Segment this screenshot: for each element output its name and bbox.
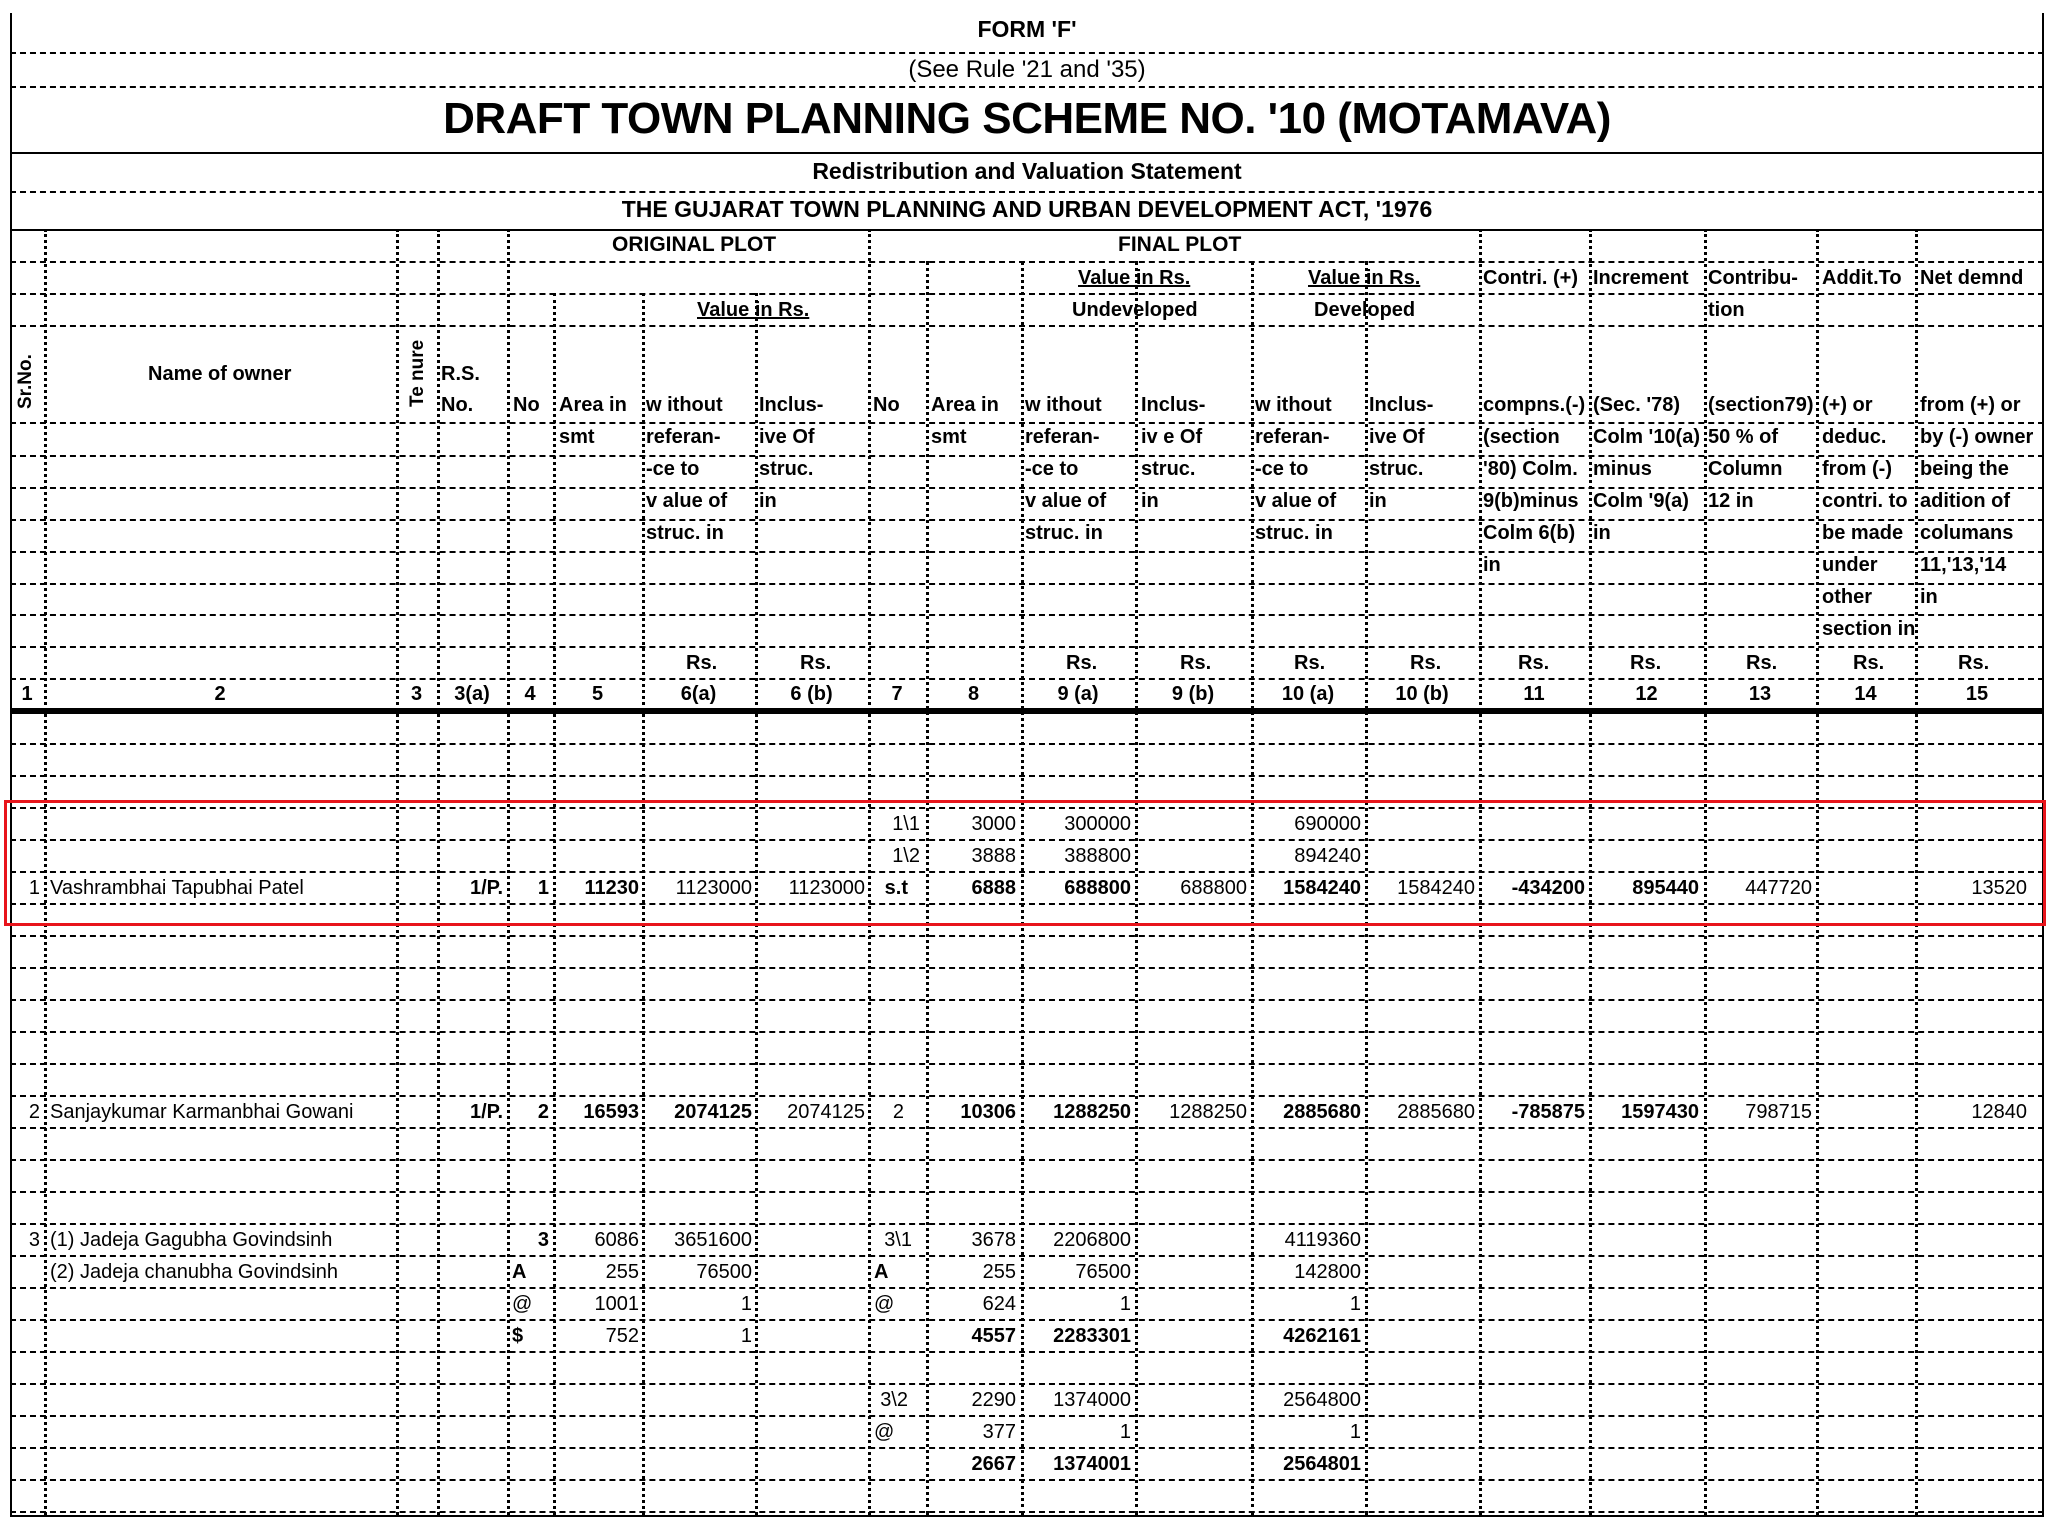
- r1-sub1-10a: 690000: [1294, 813, 1361, 835]
- d-without-5: struc. in: [1255, 522, 1333, 544]
- op-without-1: w ithout: [646, 394, 723, 416]
- r1-rs: 1/P.: [470, 877, 503, 899]
- colnum-1: 1: [21, 683, 33, 705]
- r3-m0-10a: 2564800: [1283, 1389, 1361, 1411]
- r3-l1-fp-area: 255: [982, 1261, 1016, 1283]
- colnum-11: 11: [1523, 683, 1545, 705]
- contri-7: in: [1483, 554, 1501, 576]
- contribution-3: (section79): [1708, 394, 1814, 416]
- op-smt-header: smt: [559, 426, 595, 448]
- op-incl-3: struc.: [759, 458, 814, 480]
- r3-m2-fp-area: 2667: [971, 1453, 1016, 1475]
- increment-6: in: [1593, 522, 1611, 544]
- r1-9a: 688800: [1064, 877, 1131, 899]
- addit-6: be made: [1822, 522, 1904, 544]
- d-without-3: -ce to: [1255, 458, 1309, 480]
- increment-5: Colm '9(a): [1593, 490, 1689, 512]
- original-plot-header: ORIGINAL PLOT: [612, 233, 777, 256]
- r2-op-area: 16593: [583, 1101, 639, 1123]
- value-undeveloped-header: Value in Rs.: [1078, 267, 1191, 289]
- r1-owner: Vashrambhai Tapubhai Patel: [50, 877, 304, 899]
- rs-9b: Rs.: [1180, 652, 1212, 674]
- r3-l0-op-area: 6086: [594, 1229, 639, 1251]
- u-incl-3: struc.: [1141, 458, 1196, 480]
- contribution-5: Column: [1708, 458, 1783, 480]
- op-incl-2: ive Of: [759, 426, 815, 448]
- colnum-6b: 6 (b): [790, 683, 833, 705]
- r3-l1-op-area: 255: [605, 1261, 639, 1283]
- r1-sub1-9a: 300000: [1064, 813, 1131, 835]
- statement-subtitle: Redistribution and Valuation Statement: [812, 158, 1242, 184]
- r3-l0-op-w: 3651600: [674, 1229, 752, 1251]
- r2-sr: 2: [28, 1101, 40, 1123]
- increment-4: minus: [1593, 458, 1652, 480]
- owner-header: Name of owner: [148, 363, 292, 385]
- r1-sub1-fp: 1\1: [892, 813, 920, 835]
- r3-l3-10a: 4262161: [1283, 1325, 1361, 1347]
- rs-header-1: R.S.: [441, 363, 480, 385]
- r1-10b: 1584240: [1397, 877, 1475, 899]
- srno-header: Sr.No.: [15, 354, 36, 409]
- undeveloped-label: Undeveloped: [1072, 299, 1198, 321]
- contribution-6: 12 in: [1708, 490, 1754, 512]
- r3-l0-10a: 4119360: [1284, 1229, 1361, 1251]
- r3-m1-10a: 1: [1349, 1421, 1361, 1443]
- addit-7: under: [1822, 554, 1878, 576]
- tenure-header: Te nure: [407, 339, 428, 407]
- colnum-3: 3: [410, 683, 423, 705]
- r2-fp-no: 2: [892, 1101, 904, 1123]
- r1-op-without: 1123000: [675, 877, 752, 899]
- op-without-5: struc. in: [646, 522, 724, 544]
- contribution-4: 50 % of: [1708, 426, 1779, 448]
- fp-area-header: Area in: [931, 394, 999, 416]
- net-5: adition of: [1920, 490, 2010, 512]
- net-7: 11,'13,'14: [1920, 554, 2007, 576]
- net-3: by (-) owner: [1920, 426, 2034, 448]
- contri-5: 9(b)minus: [1483, 490, 1579, 512]
- u-without-1: w ithout: [1025, 394, 1102, 416]
- contri-4: '80) Colm.: [1483, 458, 1578, 480]
- r2-fp-area: 10306: [960, 1101, 1016, 1123]
- addit-1: Addit.To: [1822, 267, 1902, 289]
- r3-l3-op-area: 752: [605, 1325, 639, 1347]
- r3-m1-fp-area: 377: [982, 1421, 1016, 1443]
- u-incl-2: iv e Of: [1141, 426, 1203, 448]
- net-4: being the: [1920, 458, 2009, 480]
- colnum-10a: 10 (a): [1281, 683, 1335, 705]
- addit-9: section in: [1822, 618, 1916, 640]
- increment-2: (Sec. '78): [1593, 394, 1681, 416]
- increment-1: Increment: [1593, 267, 1689, 289]
- colnum-12: 12: [1635, 683, 1658, 705]
- r1-fp-no: s.t: [884, 877, 908, 899]
- r3-l0-9a: 2206800: [1053, 1229, 1131, 1251]
- addit-3: deduc.: [1822, 426, 1887, 448]
- colnum-10b: 10 (b): [1395, 683, 1449, 705]
- r3-l1-op-no: A: [512, 1261, 527, 1283]
- rule-reference: (See Rule '21 and '35): [908, 56, 1146, 83]
- colnum-6a: 6(a): [680, 683, 717, 705]
- r3-m1-9a: 1: [1119, 1421, 1131, 1443]
- act-title: THE GUJARAT TOWN PLANNING AND URBAN DEVELOPMENT ACT, '1976: [621, 196, 1433, 222]
- r3-l1-op-w: 76500: [696, 1261, 752, 1283]
- form-label: FORM 'F': [977, 16, 1077, 42]
- colnum-2: 2: [214, 683, 226, 705]
- r1-fp-area: 6888: [971, 877, 1016, 899]
- developed-label: Developed: [1314, 299, 1416, 321]
- scheme-title: DRAFT TOWN PLANNING SCHEME NO. '10 (MOTAMAVA): [443, 94, 1611, 143]
- colnum-7: 7: [891, 683, 903, 705]
- colnum-4: 4: [524, 683, 536, 705]
- contri-2: compns.(-): [1483, 394, 1586, 416]
- r3-l0-op-no: 3: [537, 1229, 549, 1251]
- colnum-9b: 9 (b): [1171, 683, 1215, 705]
- r3-owner-2: (2) Jadeja chanubha Govindsinh: [50, 1261, 338, 1283]
- r2-13: 798715: [1745, 1101, 1812, 1123]
- net-2: from (+) or: [1920, 394, 2021, 416]
- rs-header-2: No.: [441, 394, 474, 416]
- d-incl-2: ive Of: [1369, 426, 1425, 448]
- r3-l3-op-w: 1: [740, 1325, 752, 1347]
- rs-6a: Rs.: [686, 652, 718, 674]
- r3-l1-fp-no: A: [874, 1261, 889, 1283]
- r3-l2-10a: 1: [1349, 1293, 1361, 1315]
- r3-m1-fp-no: @: [874, 1421, 895, 1443]
- rs-15: Rs.: [1958, 652, 1990, 674]
- fp-no-header: No: [873, 394, 900, 416]
- increment-3: Colm '10(a): [1593, 426, 1701, 448]
- r3-l2-fp-area: 624: [982, 1293, 1016, 1315]
- r3-m2-9a: 1374001: [1053, 1453, 1131, 1475]
- final-plot-header: FINAL PLOT: [1118, 233, 1242, 256]
- r2-9a: 1288250: [1053, 1101, 1131, 1123]
- r3-l3-op-no: $: [512, 1325, 524, 1347]
- r2-owner: Sanjaykumar Karmanbhai Gowani: [50, 1101, 354, 1123]
- r3-l1-9a: 76500: [1075, 1261, 1131, 1283]
- op-without-4: v alue of: [646, 490, 728, 512]
- u-without-4: v alue of: [1025, 490, 1107, 512]
- u-without-5: struc. in: [1025, 522, 1103, 544]
- r3-l2-op-no: @: [512, 1293, 533, 1315]
- r1-op-incl: 1123000: [788, 877, 865, 899]
- value-developed-header: Value in Rs.: [1308, 267, 1421, 289]
- colnum-13: 13: [1748, 683, 1772, 705]
- rs-12: Rs.: [1630, 652, 1662, 674]
- colnum-15: 15: [1965, 683, 1989, 705]
- r3-m0-fp-area: 2290: [971, 1389, 1016, 1411]
- r2-rs: 1/P.: [470, 1101, 503, 1123]
- r2-op-incl: 2074125: [787, 1101, 865, 1123]
- rs-9a: Rs.: [1066, 652, 1098, 674]
- r1-11: -434200: [1511, 877, 1585, 899]
- r3-owner-1: (1) Jadeja Gagubha Govindsinh: [50, 1229, 333, 1251]
- op-without-3: -ce to: [646, 458, 700, 480]
- net-1: Net demnd: [1920, 267, 2024, 289]
- rs-14: Rs.: [1853, 652, 1885, 674]
- contribution-1: Contribu-: [1708, 267, 1798, 289]
- op-without-2: referan-: [646, 426, 721, 448]
- op-no-header: No: [513, 394, 540, 416]
- r1-15: 13520: [1971, 877, 2027, 899]
- r2-op-no: 2: [537, 1101, 549, 1123]
- r3-l2-op-w: 1: [740, 1293, 752, 1315]
- net-6: columans: [1920, 522, 2014, 544]
- d-without-4: v alue of: [1255, 490, 1337, 512]
- r1-sub2-area: 3888: [971, 845, 1016, 867]
- r2-12: 1597430: [1621, 1101, 1699, 1123]
- addit-2: (+) or: [1822, 394, 1873, 416]
- contribution-2: tion: [1708, 299, 1745, 321]
- op-incl-1: Inclus-: [759, 394, 824, 416]
- d-incl-4: in: [1369, 490, 1387, 512]
- r1-sub2-10a: 894240: [1294, 845, 1361, 867]
- d-incl-1: Inclus-: [1369, 394, 1434, 416]
- r2-10b: 2885680: [1397, 1101, 1475, 1123]
- r2-9b: 1288250: [1169, 1101, 1247, 1123]
- addit-4: from (-): [1822, 458, 1892, 480]
- r3-m0-fp-no: 3\2: [880, 1389, 908, 1411]
- rs-13: Rs.: [1746, 652, 1778, 674]
- contri-3: (section: [1483, 426, 1560, 448]
- u-incl-1: Inclus-: [1141, 394, 1206, 416]
- r2-11: -785875: [1511, 1101, 1585, 1123]
- r1-9b: 688800: [1180, 877, 1247, 899]
- rs-10b: Rs.: [1410, 652, 1442, 674]
- colnum-8: 8: [967, 683, 980, 705]
- r3-l1-10a: 142800: [1294, 1261, 1361, 1283]
- original-value-header: Value in Rs.: [697, 299, 810, 321]
- r2-10a: 2885680: [1283, 1101, 1361, 1123]
- addit-5: contri. to: [1822, 490, 1908, 512]
- r3-l2-fp-no: @: [874, 1293, 895, 1315]
- r3-l0-fp-area: 3678: [971, 1229, 1016, 1251]
- op-area-header: Area in: [559, 394, 627, 416]
- r3-m2-10a: 2564801: [1283, 1453, 1361, 1475]
- r1-sub1-area: 3000: [971, 813, 1016, 835]
- r3-l2-9a: 1: [1119, 1293, 1131, 1315]
- u-without-2: referan-: [1025, 426, 1100, 448]
- r2-15: 12840: [1971, 1101, 2027, 1123]
- r1-sub2-9a: 388800: [1064, 845, 1131, 867]
- u-incl-4: in: [1141, 490, 1159, 512]
- addit-8: other: [1822, 586, 1872, 608]
- contri-6: Colm 6(b): [1483, 522, 1576, 544]
- rs-10a: Rs.: [1294, 652, 1326, 674]
- r3-sr: 3: [28, 1229, 40, 1251]
- colnum-14: 14: [1854, 683, 1877, 705]
- r3-l3-fp-area: 4557: [971, 1325, 1016, 1347]
- r3-l3-9a: 2283301: [1053, 1325, 1131, 1347]
- r1-op-no: 1: [537, 877, 549, 899]
- r3-m0-9a: 1374000: [1053, 1389, 1131, 1411]
- rs-11: Rs.: [1518, 652, 1550, 674]
- r1-13: 447720: [1745, 877, 1812, 899]
- net-8: in: [1920, 586, 1938, 608]
- contri-1: Contri. (+): [1483, 267, 1578, 289]
- d-incl-3: struc.: [1369, 458, 1424, 480]
- colnum-5: 5: [591, 683, 604, 705]
- colnum-9a: 9 (a): [1057, 683, 1099, 705]
- r1-12: 895440: [1632, 877, 1699, 899]
- r3-l2-op-area: 1001: [594, 1293, 639, 1315]
- colnum-3a: 3(a): [454, 683, 490, 705]
- r1-sub2-fp: 1\2: [892, 845, 920, 867]
- r1-10a: 1584240: [1283, 877, 1361, 899]
- d-without-2: referan-: [1255, 426, 1330, 448]
- r1-op-area: 11230: [584, 877, 639, 899]
- fp-smt-header: smt: [931, 426, 967, 448]
- r2-op-without: 2074125: [674, 1101, 752, 1123]
- u-without-3: -ce to: [1025, 458, 1079, 480]
- r3-l0-fp-no: 3\1: [884, 1229, 912, 1251]
- op-incl-4: in: [759, 490, 777, 512]
- d-without-1: w ithout: [1255, 394, 1332, 416]
- rs-6b: Rs.: [800, 652, 832, 674]
- r1-sr: 1: [28, 877, 40, 899]
